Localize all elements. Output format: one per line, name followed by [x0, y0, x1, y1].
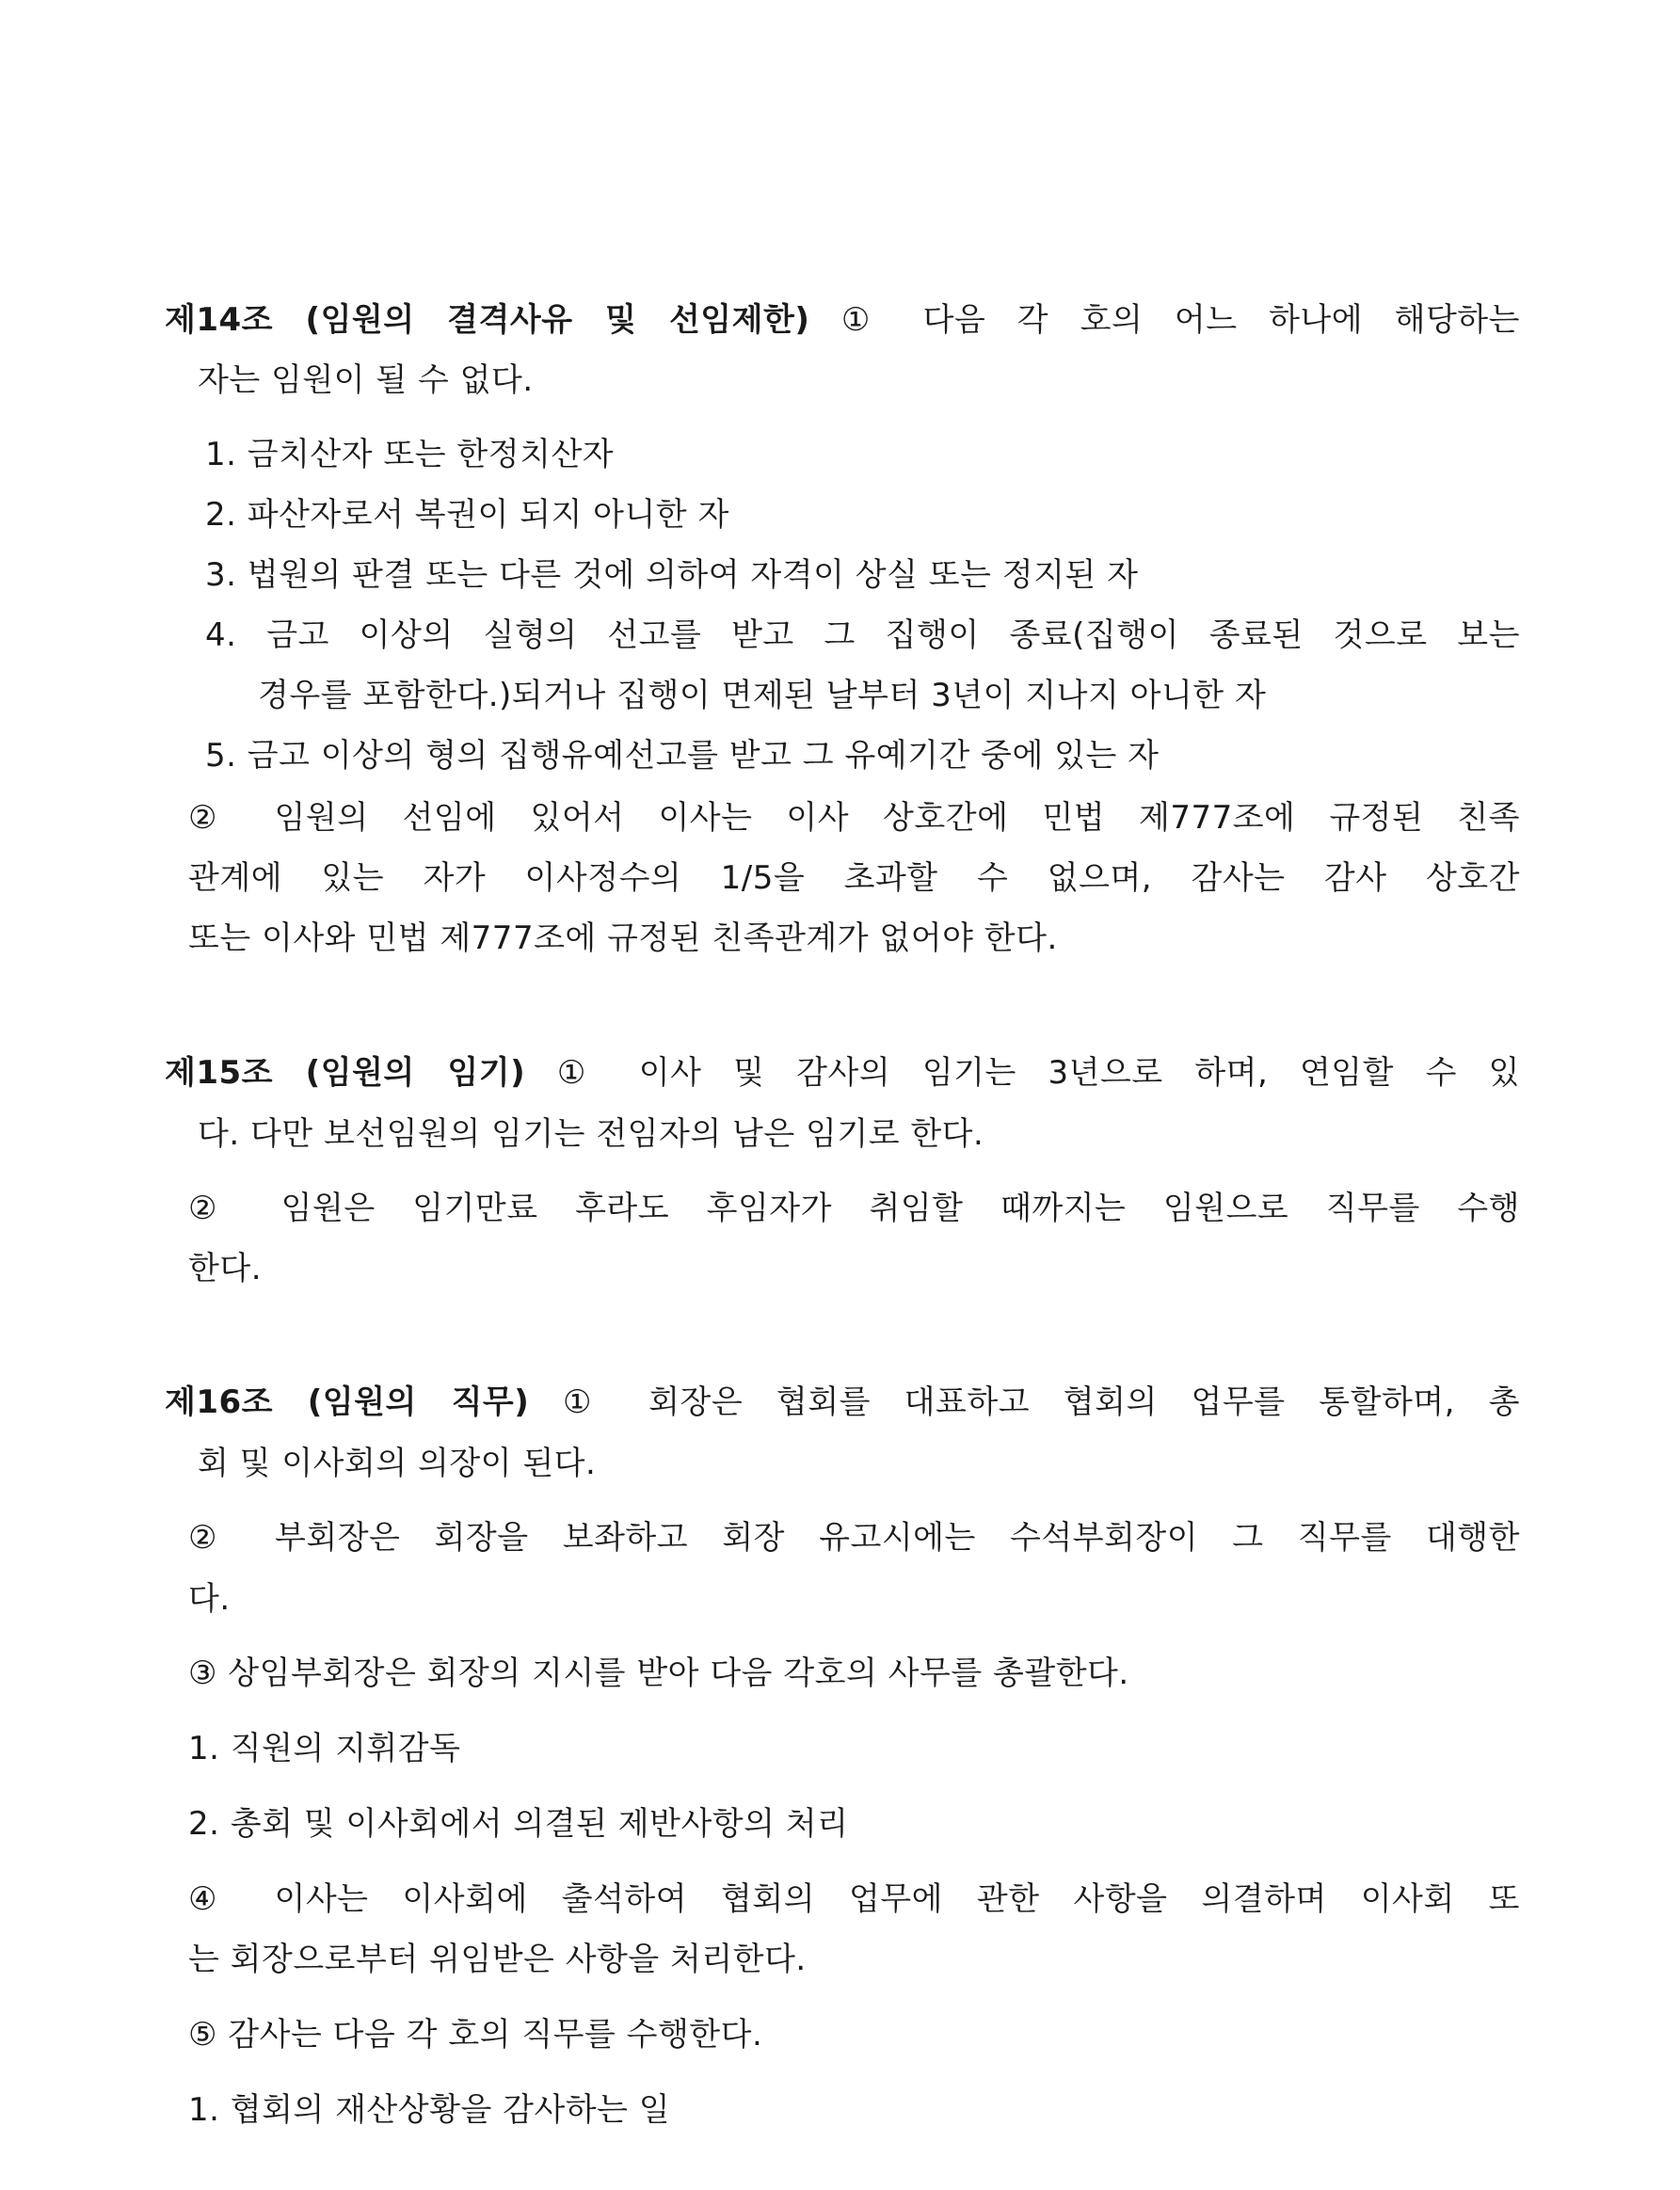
article-14-clause-2-line-2: 관계에 있는 자가 이사정수의 1/5을 초과할 수 없으며, 감사는 감사 상호간: [188, 859, 1520, 897]
article-16-clause-3: ③ 상임부회장은 회장의 지시를 받아 다음 각호의 사무를 총괄한다.: [188, 1654, 1129, 1692]
article-16-clause-5-item-1: 1. 협회의 재산상황을 감사하는 일: [188, 2091, 671, 2129]
article-14-item-2: 2. 파산자로서 복권이 되지 아니한 자: [205, 496, 729, 534]
article-14-clause-2-line-3: 또는 이사와 민법 제777조에 규정된 친족관계가 없어야 한다.: [188, 919, 1058, 957]
article-16-clause-3-item-1: 1. 직원의 지휘감독: [188, 1730, 461, 1767]
article-14-item-5: 5. 금고 이상의 형의 집행유예선고를 받고 그 유예기간 중에 있는 자: [205, 737, 1160, 775]
article-16-first-line: [165, 1382, 1520, 1423]
article-15-title: 제15조 (임원의 임기): [165, 1054, 526, 1092]
article-16-continuation: 회 및 이사회의 의장이 된다.: [198, 1445, 597, 1482]
article-14-clause-2-line-1: ② 임원의 선임에 있어서 이사는 이사 상호간에 민법 제777조에 규정된 친족: [188, 799, 1520, 837]
article-15-clause-2-line-1: ② 임원은 임기만료 후라도 후임자가 취임할 때까지는 임원으로 직무를 수행: [188, 1190, 1520, 1227]
article-15-clause-2-line-2: 한다.: [188, 1250, 262, 1287]
article-16-title: 제16조 (임원의 직무): [165, 1383, 530, 1421]
article-16-clause-2-line-2: 다.: [188, 1580, 231, 1618]
article-15-first-line: [165, 1052, 1520, 1094]
article-16-clause-4-line-1: ④ 이사는 이사회에 출석하여 협회의 업무에 관한 사항을 의결하며 이사회 또: [188, 1880, 1520, 1918]
article-14-title: 제14조 (임원의 결격사유 및 선임제한): [165, 301, 810, 339]
article-14-clause-1: ① 다음 각 호의 어느 하나에 해당하는: [840, 301, 1520, 339]
article-14-first-line: [165, 299, 1520, 341]
article-14-item-1: 1. 금치산자 또는 한정치산자: [205, 436, 615, 473]
article-14-item-4-continuation: 경우를 포함한다.)되거나 집행이 면제된 날부터 3년이 지나지 아니한 자: [258, 677, 1267, 714]
article-16-clause-4-line-2: 는 회장으로부터 위임받은 사항을 처리한다.: [188, 1941, 807, 1978]
article-14-item-3: 3. 법원의 판결 또는 다른 것에 의하여 자격이 상실 또는 정지된 자: [205, 556, 1139, 594]
article-14-continuation: 자는 임원이 될 수 없다.: [198, 361, 534, 399]
article-16-clause-3-item-2: 2. 총회 및 이사회에서 의결된 제반사항의 처리: [188, 1805, 849, 1843]
article-16-clause-2-line-1: ② 부회장은 회장을 보좌하고 회장 유고시에는 수석부회장이 그 직무를 대행한: [188, 1519, 1520, 1557]
article-16-clause-1: ① 회장은 협회를 대표하고 협회의 업무를 통할하며, 총: [563, 1383, 1521, 1421]
article-15-continuation: 다. 다만 보선임원의 임기는 전임자의 남은 임기로 한다.: [198, 1115, 984, 1153]
article-15-clause-1: ① 이사 및 감사의 임기는 3년으로 하며, 연임할 수 있: [556, 1054, 1520, 1092]
article-16-clause-5: ⑤ 감사는 다음 각 호의 직무를 수행한다.: [188, 2016, 763, 2054]
article-14-item-4: 4. 금고 이상의 실형의 선고를 받고 그 집행이 종료(집행이 종료된 것으로 보는: [205, 616, 1520, 654]
